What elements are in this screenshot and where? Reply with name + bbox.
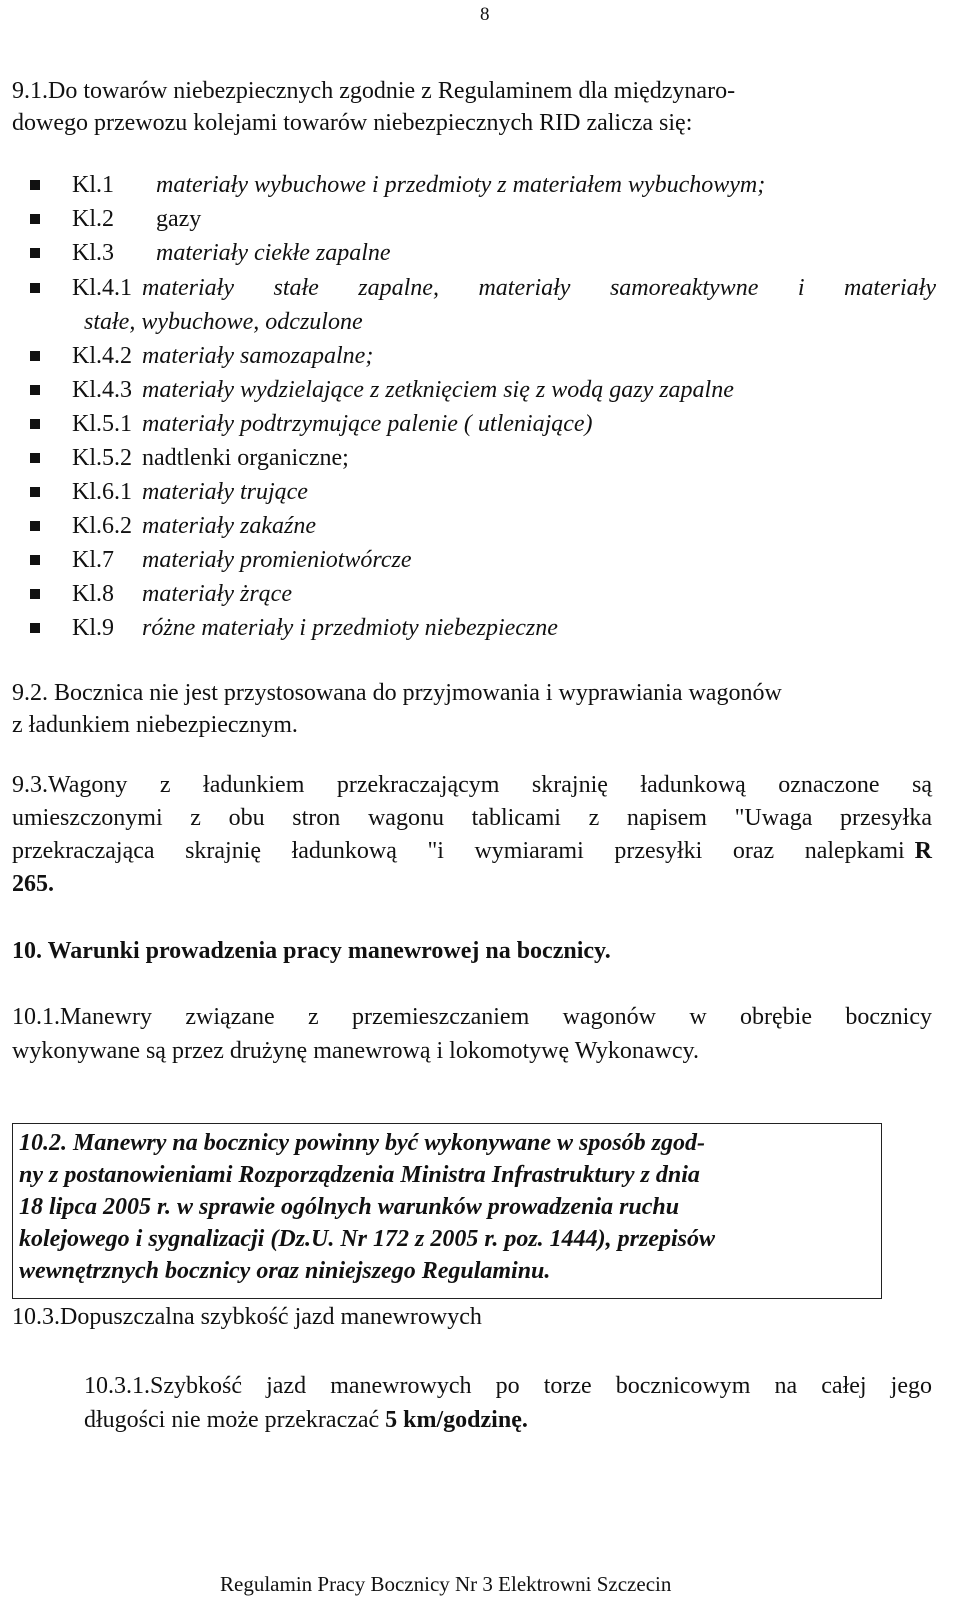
class-description: materiały ciekłe zapalne (156, 240, 391, 266)
class-description: materiały żrące (142, 581, 292, 607)
section-9-1-line-2: dowego przewozu kolejami towarów niebezpiecznych RID zalicza się: (12, 110, 693, 136)
class-code: Kl.5.2 (72, 445, 132, 471)
square-bullet-icon (30, 351, 40, 361)
class-description: materiały promieniotwórcze (142, 547, 412, 573)
section-10-heading: 10. Warunki prowadzenia pracy manewrowej na bocznicy. (12, 938, 611, 964)
square-bullet-icon (30, 214, 40, 224)
square-bullet-icon (30, 248, 40, 258)
section-10-2-line-2: ny z postanowieniami Rozporządzenia Ministra Infrastruktury z dnia (19, 1162, 700, 1188)
class-description: materiały trujące (142, 479, 308, 505)
square-bullet-icon (30, 555, 40, 565)
section-10-1-line-2: wykonywane są przez drużynę manewrową i lokomotywę Wykonawcy. (12, 1038, 699, 1064)
class-description: nadtlenki organiczne; (142, 445, 349, 471)
square-bullet-icon (30, 521, 40, 531)
section-9-3-line-4: 265. (12, 871, 54, 897)
square-bullet-icon (30, 385, 40, 395)
class-code: Kl.7 (72, 547, 114, 573)
list-item (30, 375, 734, 405)
list-item (30, 613, 558, 643)
list-item (30, 238, 391, 268)
section-9-2-line-1: 9.2. Bocznica nie jest przystosowana do przyjmowania i wyprawiania wagonów (12, 680, 782, 706)
class-code: Kl.2 (72, 206, 114, 232)
square-bullet-icon (30, 589, 40, 599)
section-10-2-box (12, 1123, 882, 1299)
list-item (30, 443, 349, 473)
class-code: Kl.4.1 (72, 275, 132, 301)
section-10-2-line-4: kolejowego i sygnalizacji (Dz.U. Nr 172 z 2005 r. poz. 1444), przepisów (19, 1226, 716, 1252)
list-item (30, 579, 292, 609)
class-code: Kl.9 (72, 615, 114, 641)
class-code: Kl.4.3 (72, 377, 132, 403)
square-bullet-icon (30, 487, 40, 497)
square-bullet-icon (30, 623, 40, 633)
section-10-2-line-1: 10.2. Manewry na bocznicy powinny być wykonywane w sposób zgod- (19, 1130, 706, 1156)
section-10-3-1-line-2 (84, 1405, 528, 1435)
section-9-3-line-2: umieszczonymi z obu stron wagonu tablicami z napisem "Uwaga przesyłka (12, 805, 932, 831)
section-9-3-line-3-text: przekraczająca skrajnię ładunkową "i wymiarami przesyłki oraz nalepkami (12, 838, 905, 864)
list-item (30, 545, 412, 575)
class-description-continued: stałe, wybuchowe, odczulone (84, 309, 363, 335)
label-code: R (914, 838, 932, 864)
section-9-3-line-3 (12, 836, 932, 866)
class-code: Kl.4.2 (72, 343, 132, 369)
section-10-1-line-1: 10.1.Manewry związane z przemieszczaniem wagonów w obrębie bocznicy (12, 1004, 932, 1030)
class-description: gazy (156, 206, 202, 232)
class-description: materiały wybuchowe i przedmioty z materiałem wybuchowym; (156, 172, 766, 198)
list-item (30, 273, 936, 303)
speed-limit: 5 km/godzinę. (385, 1407, 528, 1433)
class-description: materiały wydzielające z zetknięciem się z wodą gazy zapalne (142, 377, 734, 403)
class-code: Kl.1 (72, 172, 114, 198)
class-description: materiały samozapalne; (142, 343, 374, 369)
class-description: materiały stałe zapalne, materiały samoreaktywne i materiały (142, 275, 936, 301)
class-description: materiały podtrzymujące palenie ( utleniające) (142, 411, 593, 437)
class-code: Kl.3 (72, 240, 114, 266)
list-item (30, 170, 765, 200)
square-bullet-icon (30, 453, 40, 463)
section-10-3-1-line-2-text: długości nie może przekraczać (84, 1407, 380, 1433)
section-10-2-line-3: 18 lipca 2005 r. w sprawie ogólnych warunków prowadzenia ruchu (19, 1194, 680, 1220)
section-10-3-heading: 10.3.Dopuszczalna szybkość jazd manewrowych (12, 1304, 482, 1330)
section-10-3-1-line-1: 10.3.1.Szybkość jazd manewrowych po torze bocznicowym na całej jego (84, 1373, 932, 1399)
list-item (30, 204, 201, 234)
page-number: 8 (480, 4, 490, 25)
square-bullet-icon (30, 283, 40, 293)
class-code: Kl.8 (72, 581, 114, 607)
class-description: różne materiały i przedmioty niebezpieczne (142, 615, 558, 641)
list-item (30, 477, 308, 507)
list-item (30, 341, 373, 371)
section-9-3-line-1: 9.3.Wagony z ładunkiem przekraczającym skrajnię ładunkową oznaczone są (12, 772, 932, 798)
square-bullet-icon (30, 180, 40, 190)
class-code: Kl.5.1 (72, 411, 132, 437)
class-code: Kl.6.2 (72, 513, 132, 539)
page-footer: Regulamin Pracy Bocznicy Nr 3 Elektrowni Szczecin (220, 1572, 672, 1596)
square-bullet-icon (30, 419, 40, 429)
list-item (30, 409, 593, 439)
list-item (30, 511, 316, 541)
section-9-2-line-2: z ładunkiem niebezpiecznym. (12, 712, 298, 738)
section-9-1-line-1: 9.1.Do towarów niebezpiecznych zgodnie z Regulaminem dla międzynaro- (12, 78, 736, 104)
section-10-2-line-5: wewnętrznych bocznicy oraz niniejszego Regulaminu. (19, 1258, 551, 1284)
class-description: materiały zakaźne (142, 513, 316, 539)
class-code: Kl.6.1 (72, 479, 132, 505)
